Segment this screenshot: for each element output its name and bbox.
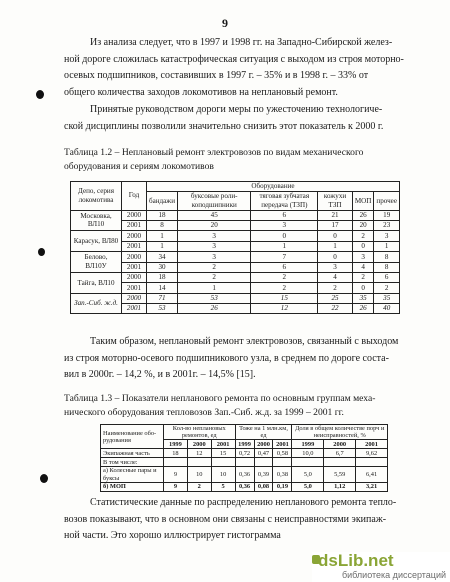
cell-depot: Тайга, ВЛ10 [71, 272, 122, 293]
page-number: 9 [222, 16, 228, 30]
cell-value: 0,19 [273, 482, 292, 491]
cell-value: 20 [352, 220, 374, 230]
text-line: вил в 2000г. – 14,2 %, и в 2001г. – 14,5% [15]. [64, 369, 256, 380]
cell-year: 2000 [122, 231, 147, 241]
th-col: бандажи [147, 192, 178, 210]
cell-value: 1 [318, 241, 353, 251]
cell-value: 71 [147, 293, 178, 303]
text-line: Принятые руководством дороги меры по ужесточению технологиче- [90, 104, 383, 115]
cell-value: 15 [211, 449, 235, 458]
cell-value: 8 [374, 262, 400, 272]
cell-value: 0,47 [254, 449, 273, 458]
cell-value: 2 [352, 272, 374, 282]
table-row [71, 293, 400, 303]
th-year: 1999 [292, 440, 324, 449]
paragraph-4 [64, 495, 404, 545]
caption-line: Таблица 1.3 – Показатели непланового ремонта по основным группам меха- [64, 393, 376, 404]
th-year: 2000 [324, 440, 356, 449]
paragraph-3 [64, 334, 404, 384]
cell-value: 3,21 [356, 482, 388, 491]
cell-value: 9 [164, 482, 188, 491]
text-line: из строя моторно-осевого подшипникового узла, в среднем по дороге соста- [64, 352, 389, 364]
table-row [101, 458, 388, 467]
cell-value: 1 [147, 241, 178, 251]
cell-value: 3 [318, 262, 353, 272]
th-depot: Депо, серия локомотива [71, 182, 122, 211]
cell-name: В том числе: [101, 458, 164, 467]
cell-value: 6 [374, 272, 400, 282]
cell-value: 7 [251, 252, 318, 262]
cell-value: 0 [318, 231, 353, 241]
table-row [101, 482, 388, 491]
cell-value: 12 [251, 304, 318, 314]
cell-value [356, 458, 388, 467]
th-col: тяговая зубчатая передача (ТЗП) [251, 192, 318, 210]
scan-spot [38, 248, 45, 256]
cell-value: 0,08 [254, 482, 273, 491]
th-col: кожухи ТЗП [318, 192, 353, 210]
table-row [101, 449, 388, 458]
cell-value: 53 [147, 304, 178, 314]
cell-value: 6,7 [324, 449, 356, 458]
cell-depot: Московка, ВЛ10 [71, 210, 122, 231]
cell-value: 0,36 [235, 467, 254, 482]
th-year: 2001 [211, 440, 235, 449]
th-group: Доля в общем количестве порч и неисправностей, % [292, 425, 388, 440]
cell-value: 12 [187, 449, 211, 458]
th-name: Наименование обо-рудования [101, 425, 164, 449]
cell-value: 17 [318, 220, 353, 230]
cell-value: 30 [147, 262, 178, 272]
cell-depot: Белово, ВЛ10У [71, 252, 122, 273]
torn-area [250, 556, 316, 568]
cell-value: 9 [164, 467, 188, 482]
cell-value [211, 458, 235, 467]
table2-caption [64, 392, 404, 420]
cell-value: 23 [374, 220, 400, 230]
cell-value: 8 [374, 252, 400, 262]
caption-line: нического оборудования тепловозов Зап.-Сиб. ж.д. за 1999 – 2001 гг. [64, 407, 344, 418]
caption-line: Таблица 1.2 – Неплановый ремонт электровозов по видам механического [64, 147, 364, 158]
cell-value [273, 458, 292, 467]
table-repairs-diesel-locomotives [100, 424, 388, 492]
cell-value [235, 458, 254, 467]
cell-value: 0,39 [254, 467, 273, 482]
cell-value: 3 [178, 252, 251, 262]
cell-value: 10 [187, 467, 211, 482]
th-equipment: Оборудование [147, 182, 400, 192]
th-col: прочее [374, 192, 400, 210]
th-year: 2001 [273, 440, 292, 449]
th-year: 1999 [235, 440, 254, 449]
cell-value: 2 [251, 272, 318, 282]
cell-value: 0 [352, 283, 374, 293]
scan-spot [40, 474, 48, 483]
th-group: Кол-во неплановых ремонтов, ед [164, 425, 236, 440]
cell-value: 2 [251, 283, 318, 293]
cell-value: 18 [147, 272, 178, 282]
watermark-logo: dsLib.net [318, 551, 394, 570]
cell-value: 9,62 [356, 449, 388, 458]
table-row [71, 272, 400, 282]
scan-spot [36, 90, 44, 99]
cell-year: 2000 [122, 252, 147, 262]
cell-value: 45 [178, 210, 251, 220]
cell-value: 0,36 [235, 482, 254, 491]
cell-value: 1 [147, 231, 178, 241]
cell-value: 6 [251, 210, 318, 220]
table1-caption [64, 146, 404, 174]
cell-value: 21 [318, 210, 353, 220]
caption-line: оборудования и сериям локомотивов [64, 161, 214, 172]
cell-value: 26 [178, 304, 251, 314]
cell-year: 2000 [122, 293, 147, 303]
text-line: Таким образом, неплановый ремонт электровозов, связанный с выходом [90, 336, 399, 347]
cell-value: 2 [187, 482, 211, 491]
cell-value: 35 [374, 293, 400, 303]
cell-value [292, 458, 324, 467]
cell-value: 3 [251, 220, 318, 230]
cell-value [164, 458, 188, 467]
cell-year: 2001 [122, 304, 147, 314]
cell-value: 5,59 [324, 467, 356, 482]
cell-value: 5,0 [292, 482, 324, 491]
cell-value: 40 [374, 304, 400, 314]
cell-value: 8 [147, 220, 178, 230]
cell-name: а) Колесные пары и буксы [101, 467, 164, 482]
cell-value [187, 458, 211, 467]
cell-value: 6,41 [356, 467, 388, 482]
th-year: Год [122, 182, 147, 211]
cell-value: 10 [211, 467, 235, 482]
cell-value: 5,0 [292, 467, 324, 482]
cell-name: б) МОП [101, 482, 164, 491]
cell-year: 2001 [122, 283, 147, 293]
cell-value: 0 [251, 231, 318, 241]
cell-value: 1 [374, 241, 400, 251]
cell-value: 5 [211, 482, 235, 491]
text-line: осевых подшипников, составивших в 1997 г. – 35% и в 1998 г. – 33% от [64, 70, 369, 81]
cell-value: 0,72 [235, 449, 254, 458]
cell-value: 4 [352, 262, 374, 272]
cell-value: 25 [318, 293, 353, 303]
table-row [71, 210, 400, 220]
cell-year: 2000 [122, 210, 147, 220]
cell-value: 3 [352, 252, 374, 262]
cell-depot: Зап.-Сиб. ж.д. [71, 293, 122, 314]
cell-depot: Карасук, ВЛ80 [71, 231, 122, 252]
th-year: 2000 [254, 440, 273, 449]
cell-value: 10,0 [292, 449, 324, 458]
cell-year: 2001 [122, 241, 147, 251]
text-line: Из анализа следует, что в 1997 и 1998 гг. на Западно-Сибирской желез- [90, 37, 393, 48]
cell-value: 2 [178, 262, 251, 272]
text-line: ной дороге сложилась катастрофическая ситуация с выходом из строя моторно- [64, 53, 404, 65]
table-row [71, 252, 400, 262]
cell-value: 0 [352, 241, 374, 251]
cell-value: 0,38 [273, 467, 292, 482]
cell-value: 35 [352, 293, 374, 303]
paragraph-2 [64, 102, 404, 135]
th-year: 2001 [356, 440, 388, 449]
cell-value: 2 [318, 283, 353, 293]
cell-value: 14 [147, 283, 178, 293]
th-group: Тоже на 1 млн.км, ед [235, 425, 292, 440]
cell-value: 20 [178, 220, 251, 230]
watermark-subtitle: библиотека диссертаций [342, 570, 447, 580]
table-row [71, 231, 400, 241]
cell-value: 4 [318, 272, 353, 282]
cell-value: 3 [178, 241, 251, 251]
th-col: буксовые роли-коподшипники [178, 192, 251, 210]
cell-value: 2 [374, 283, 400, 293]
cell-value: 1 [251, 241, 318, 251]
cell-year: 2001 [122, 220, 147, 230]
cell-value: 2 [352, 231, 374, 241]
text-line: возов показывают, что в основном они связаны с неисправностями экипаж- [64, 513, 387, 525]
cell-value: 34 [147, 252, 178, 262]
cell-value: 26 [352, 210, 374, 220]
table-repairs-electric-locomotives [70, 181, 400, 314]
cell-value: 0,58 [273, 449, 292, 458]
cell-value [254, 458, 273, 467]
cell-value: 22 [318, 304, 353, 314]
watermark[interactable] [312, 552, 450, 582]
cell-value: 6 [251, 262, 318, 272]
cell-value [324, 458, 356, 467]
cell-value: 1,12 [324, 482, 356, 491]
cell-value: 18 [164, 449, 188, 458]
cell-value: 3 [178, 231, 251, 241]
cell-name: Экипажная часть [101, 449, 164, 458]
cell-value: 19 [374, 210, 400, 220]
cell-value: 3 [374, 231, 400, 241]
text-line: общего количества заходов локомотивов на неплановый ремонт. [64, 86, 338, 98]
text-line: ской дисциплины позволили значительно снизить этот показатель к 2000 г. [64, 120, 384, 132]
cell-value: 26 [352, 304, 374, 314]
cell-value: 0 [318, 252, 353, 262]
cell-value: 53 [178, 293, 251, 303]
cell-year: 2001 [122, 262, 147, 272]
text-line: Статистические данные по распределению непланового ремонта тепло- [90, 497, 397, 508]
paragraph-1 [64, 35, 404, 101]
cell-year: 2000 [122, 272, 147, 282]
cell-value: 2 [178, 272, 251, 282]
text-line: ной части. Это хорошо иллюстрирует гистограмма [64, 530, 281, 541]
cell-value: 18 [147, 210, 178, 220]
cell-value: 15 [251, 293, 318, 303]
th-year: 1999 [164, 440, 188, 449]
th-col: МОП [352, 192, 374, 210]
th-year: 2000 [187, 440, 211, 449]
cell-value: 1 [178, 283, 251, 293]
table-row [101, 467, 388, 482]
